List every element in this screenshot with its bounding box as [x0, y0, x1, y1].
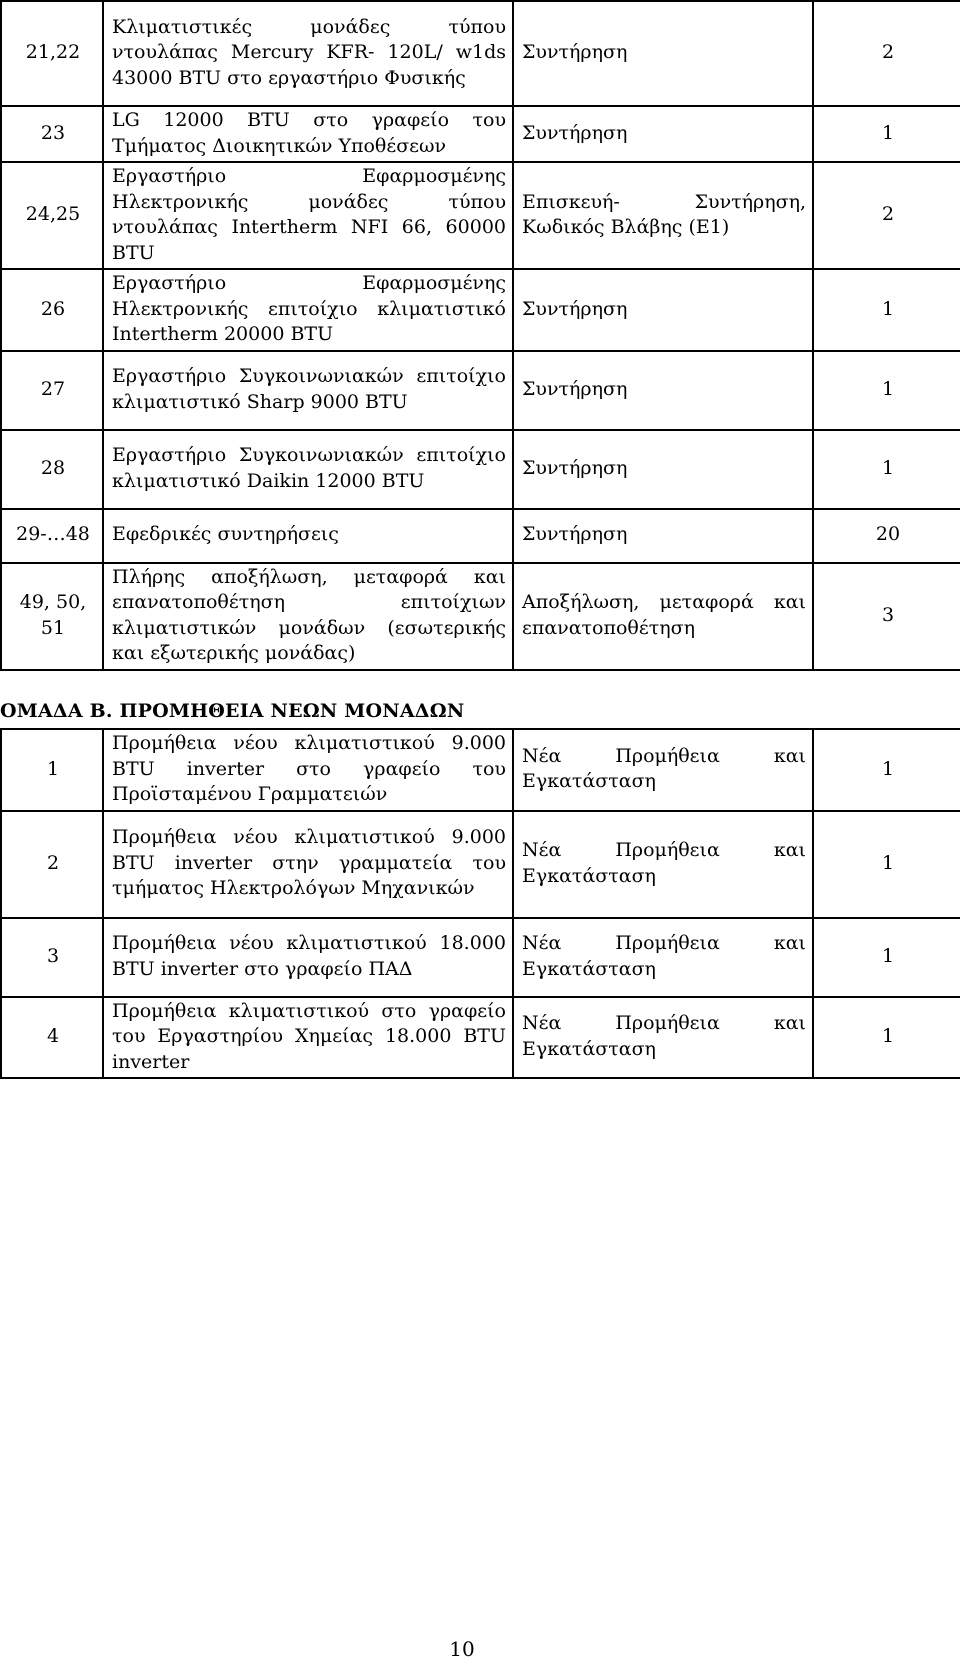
work-type: Νέα Προμήθεια και Εγκατάσταση — [513, 918, 813, 997]
row-number: 4 — [1, 997, 103, 1079]
quantity: 2 — [813, 162, 960, 269]
row-number: 27 — [1, 351, 103, 430]
table-row — [1, 997, 960, 1079]
unit-description: Προμήθεια νέου κλιματιστικού 18.000 BTU inverter στο γραφείο ΠΑΔ — [103, 918, 513, 997]
table-row — [1, 509, 960, 563]
unit-description: Εφεδρικές συντηρήσεις — [103, 509, 513, 563]
unit-description: Κλιματιστικές μονάδες τύπου ντουλάπας Mercury KFR- 120L/ w1ds 43000 BTU στο εργαστήριο Φυσικής — [103, 1, 513, 106]
work-type: Νέα Προμήθεια και Εγκατάσταση — [513, 811, 813, 918]
quantity: 1 — [813, 430, 960, 509]
unit-description: Πλήρης αποξήλωση, μεταφορά και επανατοποθέτηση επιτοίχιων κλιματιστικών μονάδων (εσωτερικής και εξωτερικής μονάδας) — [103, 563, 513, 670]
quantity: 1 — [813, 269, 960, 351]
row-number: 29-…48 — [1, 509, 103, 563]
work-type: Συντήρηση — [513, 351, 813, 430]
row-number: 21,22 — [1, 1, 103, 106]
table-row — [1, 269, 960, 351]
maintenance-table — [0, 0, 960, 671]
work-type: Συντήρηση — [513, 106, 813, 162]
table-row — [1, 811, 960, 918]
work-type: Συντήρηση — [513, 269, 813, 351]
row-number: 3 — [1, 918, 103, 997]
quantity: 3 — [813, 563, 960, 670]
work-type: Συντήρηση — [513, 509, 813, 563]
quantity: 20 — [813, 509, 960, 563]
table-row — [1, 918, 960, 997]
row-number: 2 — [1, 811, 103, 918]
unit-description: Προμήθεια νέου κλιματιστικού 9.000 BTU inverter στο γραφείο του Προϊσταμένου Γραμματειών — [103, 729, 513, 811]
table-row — [1, 563, 960, 670]
work-type: Αποξήλωση, μεταφορά και επανατοποθέτηση — [513, 563, 813, 670]
quantity: 1 — [813, 729, 960, 811]
unit-description: Εργαστήριο Συγκοινωνιακών επιτοίχιο κλιματιστικό Sharp 9000 BTU — [103, 351, 513, 430]
work-type: Νέα Προμήθεια και Εγκατάσταση — [513, 729, 813, 811]
quantity: 1 — [813, 106, 960, 162]
row-number: 28 — [1, 430, 103, 509]
table-row — [1, 729, 960, 811]
work-type: Νέα Προμήθεια και Εγκατάσταση — [513, 997, 813, 1079]
page-number: 10 — [449, 1637, 475, 1661]
table-row — [1, 162, 960, 269]
work-type: Συντήρηση — [513, 1, 813, 106]
unit-description: Προμήθεια νέου κλιματιστικού 9.000 BTU inverter στην γραμματεία του τμήματος Ηλεκτρολόγων Μηχανικών — [103, 811, 513, 918]
table-row — [1, 430, 960, 509]
table-row — [1, 106, 960, 162]
row-number: 23 — [1, 106, 103, 162]
table-row — [1, 351, 960, 430]
row-number: 49, 50, 51 — [1, 563, 103, 670]
work-type: Συντήρηση — [513, 430, 813, 509]
quantity: 1 — [813, 997, 960, 1079]
row-number: 26 — [1, 269, 103, 351]
unit-description: Εργαστήριο Εφαρμοσμένης Ηλεκτρονικής μονάδες τύπου ντουλάπας Intertherm NFI 66, 60000 BTU — [103, 162, 513, 269]
table-row — [1, 1, 960, 106]
row-number: 24,25 — [1, 162, 103, 269]
section-heading: ΟΜΑΔΑ Β. ΠΡΟΜΗΘΕΙΑ ΝΕΩΝ ΜΟΝΑΔΩΝ — [0, 700, 465, 722]
unit-description: LG 12000 BTU στο γραφείο του Τμήματος Διοικητικών Υποθέσεων — [103, 106, 513, 162]
unit-description: Προμήθεια κλιματιστικού στο γραφείο του Εργαστηρίου Χημείας 18.000 BTU inverter — [103, 997, 513, 1079]
quantity: 2 — [813, 1, 960, 106]
unit-description: Εργαστήριο Εφαρμοσμένης Ηλεκτρονικής επιτοίχιο κλιματιστικό Intertherm 20000 BTU — [103, 269, 513, 351]
row-number: 1 — [1, 729, 103, 811]
quantity: 1 — [813, 918, 960, 997]
work-type: Επισκευή- Συντήρηση, Κωδικός Βλάβης (Ε1) — [513, 162, 813, 269]
quantity: 1 — [813, 811, 960, 918]
quantity: 1 — [813, 351, 960, 430]
procurement-table — [0, 728, 960, 1079]
unit-description: Εργαστήριο Συγκοινωνιακών επιτοίχιο κλιματιστικό Daikin 12000 BTU — [103, 430, 513, 509]
